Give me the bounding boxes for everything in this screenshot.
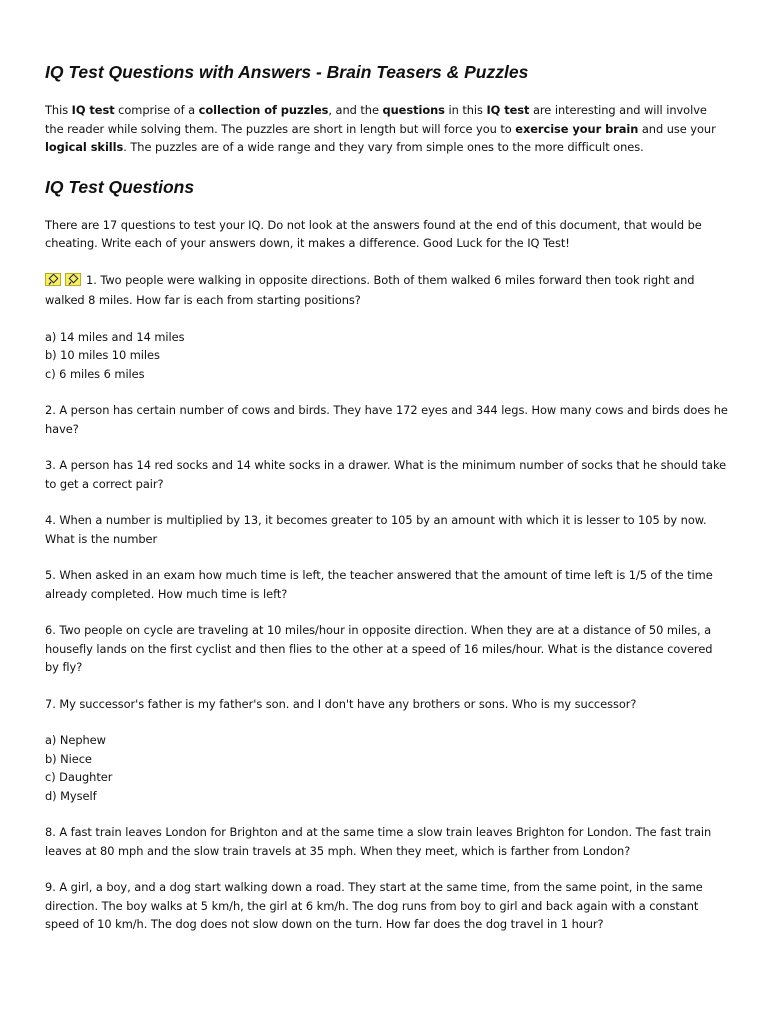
question-7-options xyxy=(45,731,728,805)
question-4: 4. When a number is multiplied by 13, it becomes greater to 105 by an amount with which it is lesser to 105 by now. What is the number xyxy=(45,513,707,546)
option: b) Niece xyxy=(45,751,92,766)
question-3: 3. A person has 14 red socks and 14 white socks in a drawer. What is the minimum number of socks that he should take to get a correct pair? xyxy=(45,458,727,491)
option: b) 10 miles 10 miles xyxy=(45,348,160,362)
question-1-options xyxy=(45,328,728,384)
document-page xyxy=(45,60,728,952)
question-5: 5. When asked in an exam how much time is left, the teacher answered that the amount of time left is 1/5 of the time already completed. How much time is left? xyxy=(45,568,713,601)
question-1: 1. Two people were walking in opposite directions. Both of them walked 6 miles forward then took right and walked 8 miles. How far is each from starting positions? xyxy=(45,272,695,307)
search-hand-icon[interactable] xyxy=(65,273,81,286)
option: c) 6 miles 6 miles xyxy=(45,366,145,381)
question-7: 7. My successor's father is my father's son. and I don't have any brothers or sons. Who is my successor? xyxy=(45,696,637,711)
section-heading: IQ Test Questions xyxy=(45,176,195,197)
inline-icons xyxy=(45,273,85,292)
question-6: 6. Two people on cycle are traveling at 10 miles/hour in opposite direction. When they are at a distance of 50 miles, a housefly lands on the first cyclist and then flies to the other at a speed of 16 miles/hour. What is the distance covered by fly? xyxy=(45,623,713,674)
question-9: 9. A girl, a boy, and a dog start walking down a road. They start at the same time, from the same point, in the same direction. The boy walks at 5 km/h, the girl at 6 km/h. The dog runs from boy to girl and back again with a constant speed of 10 km/h. The dog does not slow down on the turn. How far does the dog travel in 1 hour? xyxy=(45,880,703,931)
option: d) Myself xyxy=(45,788,97,803)
question-2: 2. A person has certain number of cows and birds. They have 172 eyes and 344 legs. How many cows and birds does he have? xyxy=(45,403,728,436)
option: a) 14 miles and 14 miles xyxy=(45,329,185,344)
option: a) Nephew xyxy=(45,733,106,747)
search-hand-icon[interactable] xyxy=(45,273,61,286)
document-title: IQ Test Questions with Answers - Brain Teasers & Puzzles xyxy=(45,62,529,82)
option: c) Daughter xyxy=(45,770,113,784)
question-8: 8. A fast train leaves London for Brighton and at the same time a slow train leaves Brighton for London. The fast train leaves at 80 mph and the slow train travels at 35 mph. When they meet, which is farther from London? xyxy=(45,825,712,858)
instructions-paragraph: There are 17 questions to test your IQ. Do not look at the answers found at the end of this document, that would be cheating. Write each of your answers down, it makes a difference. Good Luck for the IQ Test! xyxy=(45,217,702,250)
intro-paragraph: This IQ test comprise of a collection of puzzles, and the questions in this IQ test are interesting and will involve the reader while solving them. The puzzles are short in length but will force you to exercise your brain and use your logical skills. The puzzles are of a wide range and they vary from simple ones to the more difficult ones. xyxy=(45,103,716,154)
